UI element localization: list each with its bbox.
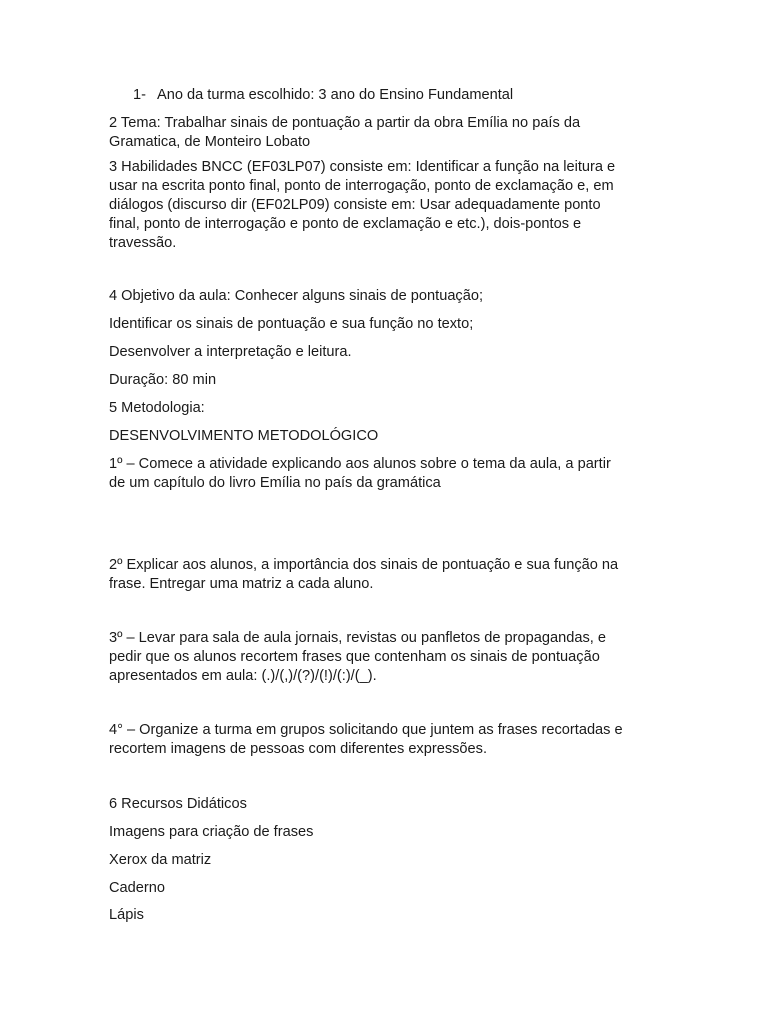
duracao-line: Duração: 80 min [109,372,217,388]
recurso-item: Xerox da matriz [109,852,212,868]
passo-1-paragraph: 1º – Comece a atividade explicando aos alunos sobre o tema da aula, a partir de um capítulo do livro Emília no país da gramática [109,456,611,491]
list-item-number: 1- [133,87,146,103]
passo-2-paragraph: 2º Explicar aos alunos, a importância dos sinais de pontuação e sua função na frase. Entregar uma matriz a cada aluno. [109,557,619,592]
identificar-line: Identificar os sinais de pontuação e sua função no texto; [109,316,474,332]
habilidades-paragraph: 3 Habilidades BNCC (EF03LP07) consiste em: Identificar a função na leitura e usar na escrita ponto final, ponto de interrogação, ponto de exclamação e, em diálogos (discurso dir (EF02LP09) consiste em: Usar adequadamente ponto final, ponto de interrogação e ponto de exclamação e etc.), dois-pontos e travessão. [109,159,616,251]
objetivo-line: 4 Objetivo da aula: Conhecer alguns sinais de pontuação; [109,288,484,304]
desenvolver-line: Desenvolver a interpretação e leitura. [109,344,352,360]
recurso-item: Caderno [109,880,165,896]
recurso-item: Imagens para criação de frases [109,824,314,840]
recurso-item: Lápis [109,907,144,923]
passo-4-paragraph: 4° – Organize a turma em grupos solicitando que juntem as frases recortadas e recortem imagens de pessoas com diferentes expressões. [109,722,623,757]
passo-3-paragraph: 3º – Levar para sala de aula jornais, revistas ou panfletos de propagandas, e pedir que os alunos recortem frases que contenham os sinais de pontuação apresentados em aula: (.)/(,)/(?)/(!)/(:)/(_). [109,630,606,684]
metodologia-heading: 5 Metodologia: [109,400,205,416]
tema-paragraph: 2 Tema: Trabalhar sinais de pontuação a partir da obra Emília no país da Gramatica, de Monteiro Lobato [109,115,581,150]
turma-text: Ano da turma escolhido: 3 ano do Ensino Fundamental [157,87,514,103]
desenvolvimento-heading: DESENVOLVIMENTO METODOLÓGICO [109,428,379,444]
recursos-heading: 6 Recursos Didáticos [109,796,247,812]
